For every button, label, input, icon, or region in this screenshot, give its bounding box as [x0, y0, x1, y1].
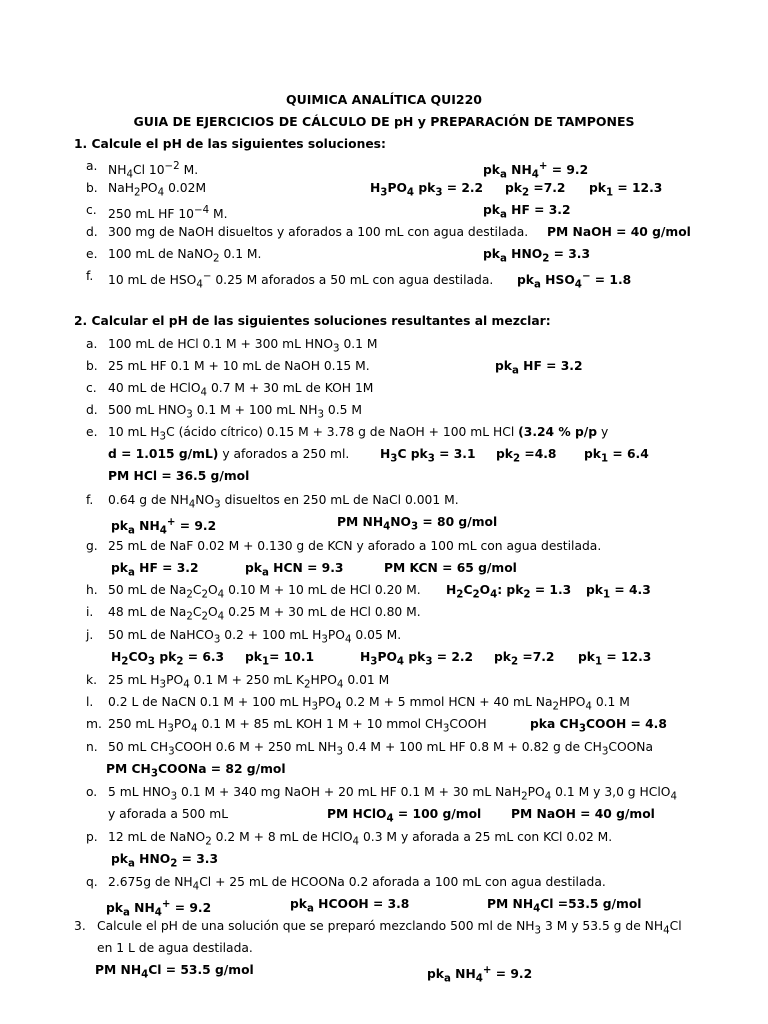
- item-3-text-line2: en 1 L de agua destilada.: [97, 941, 253, 955]
- item-2d-letter: d.: [86, 403, 98, 417]
- item-2a-text: 100 mL de HCl 0.1 M + 300 mL $HNO_3$ 0.1 M: [108, 337, 378, 355]
- item-1d-constant: PM NaOH = 40 g/mol: [547, 225, 691, 239]
- item-2o-molar-mass-naoh: PM NaOH = 40 g/mol: [511, 807, 655, 821]
- item-1d-letter: d.: [86, 225, 98, 239]
- item-1e-constant: $pk_a$ $HNO_2 = 3.3$: [483, 247, 591, 265]
- item-2j-constant-pk1: $pk_1= 10.1$: [245, 650, 315, 668]
- item-2a-letter: a.: [86, 337, 98, 351]
- item-1b-constant-pk3: $H_3PO_4$ $pk_3 = 2.2$: [370, 181, 484, 199]
- item-1f-letter: f.: [86, 269, 94, 283]
- item-2e-constant-pk3: $H_3C$ $pk_3 = 3.1$: [380, 447, 476, 465]
- item-2f-letter: f.: [86, 493, 94, 507]
- item-2q-constant-nh4: $pk_a$ $NH_4^+ = 9.2$: [106, 898, 212, 919]
- item-2d-text: 500 mL $HNO_3$ 0.1 M + 100 mL $NH_3$ 0.5 M: [108, 403, 362, 421]
- item-2o-letter: o.: [86, 785, 98, 799]
- item-1c-constant: $pk_a$ HF = 3.2: [483, 203, 571, 221]
- item-2m-constant: pka $CH_3COOH = 4.8$: [530, 717, 667, 735]
- item-1b-letter: b.: [86, 181, 98, 195]
- item-2g-text: 25 mL de NaF 0.02 M + 0.130 g de KCN y aforado a 100 mL con agua destilada.: [108, 539, 602, 553]
- document-title: QUIMICA ANALÍTICA QUI220: [285, 92, 483, 107]
- item-2e-constant-pk2: $pk_2 =4.8$: [496, 447, 557, 465]
- item-2b-constant: $pk_a$ HF = 3.2: [495, 359, 583, 377]
- section-1-heading: 1. Calcule el pH de las siguientes soluciones:: [74, 137, 386, 151]
- item-2n-molar-mass: PM $CH_3COONa = 82$ g/mol: [106, 762, 286, 780]
- item-1f-constant: $pk_a$ $HSO_4^- = 1.8$: [517, 270, 632, 291]
- item-1a-letter: a.: [86, 159, 98, 173]
- item-2c-letter: c.: [86, 381, 97, 395]
- item-2i-text: 48 mL de $Na_2C_2O_4$ 0.25 M + 30 mL de HCl 0.80 M.: [108, 605, 421, 623]
- item-2q-text: 2.675g de $NH_4Cl + 25$ mL de HCOONa 0.2 aforada a 100 mL con agua destilada.: [108, 875, 606, 893]
- item-2h-constant-pk1: $pk_1 = 4.3$: [586, 583, 651, 601]
- item-2i-letter: i.: [86, 605, 94, 619]
- item-1d-text: 300 mg de NaOH disueltos y aforados a 100 mL con agua destilada.: [108, 225, 529, 239]
- item-1e-text: 100 mL de NaNO$_2$ 0.1 M.: [108, 247, 262, 265]
- item-2c-text: 40 mL de HClO$_4$ 0.7 M + 30 mL de KOH 1M: [108, 381, 374, 399]
- item-2g-constant-hf: $pk_a$ HF = 3.2: [111, 561, 199, 579]
- item-2g-constant-hcn: $pk_a$ HCN = 9.3: [245, 561, 344, 579]
- item-2g-molar-mass: PM KCN = 65 g/mol: [384, 561, 517, 575]
- item-2f-constant: $pk_a$ $NH_4^+ = 9.2$: [111, 516, 217, 537]
- item-2h-letter: h.: [86, 583, 98, 597]
- item-2o-text: 5 mL $HNO_3$ 0.1 M + 340 mg NaOH + 20 mL HF 0.1 M + 30 mL $NaH_2PO_4$ 0.1 M y 3,0 g HClO$_4$: [108, 785, 677, 803]
- document-subtitle: GUIA DE EJERCICIOS DE CÁLCULO DE pH y PREPARACIÓN DE TAMPONES: [133, 114, 635, 129]
- item-2f-text: 0.64 g de $NH_4NO_3$ disueltos en 250 mL de NaCl 0.001 M.: [108, 493, 459, 511]
- item-1c-text: 250 mL HF $10^{-4}$ M.: [108, 204, 228, 222]
- item-2q-constant-hcooh: $pk_a$ HCOOH = 3.8: [290, 897, 410, 915]
- item-2m-text: 250 mL $H_3PO_4$ 0.1 M + 85 mL KOH 1 M + 10 mmol $CH_3COOH$: [108, 717, 487, 735]
- item-2h-constant-pk2: $H_2C_2O_4$: $pk_2 = 1.3$: [446, 583, 572, 601]
- item-2o-text-line2: y aforada a 500 mL: [108, 807, 229, 821]
- item-2e-molar-mass: PM HCl = 36.5 g/mol: [108, 469, 250, 483]
- item-1b-text: $NaH_2PO_4$ 0.02M: [108, 181, 207, 199]
- item-2j-constant-h3po4-pk1: $pk_1 = 12.3$: [578, 650, 652, 668]
- item-1a-constant: $pk_a$ $NH_4^+ = 9.2$: [483, 160, 589, 181]
- item-1e-letter: e.: [86, 247, 98, 261]
- item-2e-constant-pk1: $pk_1 = 6.4$: [584, 447, 649, 465]
- item-1f-text: 10 mL de $HSO_4^-$ 0.25 M aforados a 50 mL con agua destilada.: [108, 270, 494, 291]
- item-2p-letter: p.: [86, 830, 98, 844]
- item-1b-constant-pk2: $pk_2 =7.2$: [505, 181, 566, 199]
- item-2p-text: 12 mL de NaNO$_2$ 0.2 M + 8 mL de HClO$_4$ 0.3 M y aforada a 25 mL con KCl 0.02 M.: [108, 830, 613, 848]
- item-2q-molar-mass: PM $NH_4Cl =53.5$ g/mol: [487, 897, 642, 915]
- item-2j-constant-pk2: $H_2CO_3$ $pk_2 = 6.3$: [111, 650, 225, 668]
- item-2b-letter: b.: [86, 359, 98, 373]
- item-3-molar-mass: PM $NH_4Cl = 53.5$ g/mol: [95, 963, 254, 981]
- section-2-heading: 2. Calcular el pH de las siguientes soluciones resultantes al mezclar:: [74, 314, 551, 328]
- item-3-number: 3.: [74, 919, 86, 933]
- item-2j-letter: j.: [86, 628, 94, 642]
- item-2g-letter: g.: [86, 539, 98, 553]
- item-2e-text: 10 mL $H_3C$ (ácido cítrico) 0.15 M + 3.78 g de NaOH + 100 mL HCl (3.24 % p/p y: [108, 425, 609, 443]
- item-2l-text: 0.2 L de NaCN 0.1 M + 100 mL $H_3PO_4$ 0.2 M + 5 mmol HCN + 40 mL $Na_2HPO_4$ 0.1 M: [108, 695, 630, 713]
- item-2f-molar-mass: PM $NH_4NO_3 = 80$ g/mol: [337, 515, 498, 533]
- item-2e-text-line2: d = 1.015 g/mL) y aforados a 250 ml.: [108, 447, 350, 461]
- item-1b-constant-pk1: $pk_1 = 12.3$: [589, 181, 663, 199]
- item-1a-text: $NH_4Cl$ $10^{-2}$ M.: [108, 160, 199, 181]
- item-2q-letter: q.: [86, 875, 98, 889]
- item-1c-letter: c.: [86, 203, 97, 217]
- item-2e-letter: e.: [86, 425, 98, 439]
- item-2o-molar-mass-hclo4: PM HClO$_4$ = 100 g/mol: [327, 807, 482, 825]
- item-3-text: Calcule el pH de una solución que se preparó mezclando 500 ml de $NH_3$ 3 M y 53.5 g de $NH_4Cl$: [97, 919, 682, 937]
- item-2l-letter: l.: [86, 695, 94, 709]
- item-2j-constant-h3po4-pk3: $H_3PO_4$ $pk_3 = 2.2$: [360, 650, 474, 668]
- item-2j-constant-h3po4-pk2: $pk_2 =7.2$: [494, 650, 555, 668]
- item-2n-letter: n.: [86, 740, 98, 754]
- item-2j-text: 50 mL de NaHCO$_3$ 0.2 + 100 mL $H_3PO_4$ 0.05 M.: [108, 628, 402, 646]
- item-2n-text: 50 mL $CH_3COOH$ 0.6 M + 250 mL $NH_3$ 0.4 M + 100 mL HF 0.8 M + 0.82 g de $CH_3COONa$: [108, 740, 654, 758]
- item-2m-letter: m.: [86, 717, 102, 731]
- item-2h-text: 50 mL de $Na_2C_2O_4$ 0.10 M + 10 mL de HCl 0.20 M.: [108, 583, 421, 601]
- item-2b-text: 25 mL HF 0.1 M + 10 mL de NaOH 0.15 M.: [108, 359, 370, 373]
- item-3-constant: $pk_a$ $NH_4^+ = 9.2$: [427, 964, 533, 985]
- item-2k-text: 25 mL $H_3PO_4$ 0.1 M + 250 mL $K_2HPO_4$ 0.01 M: [108, 673, 390, 691]
- item-2p-constant: $pk_a$ $HNO_2 = 3.3$: [111, 852, 219, 870]
- item-2k-letter: k.: [86, 673, 98, 687]
